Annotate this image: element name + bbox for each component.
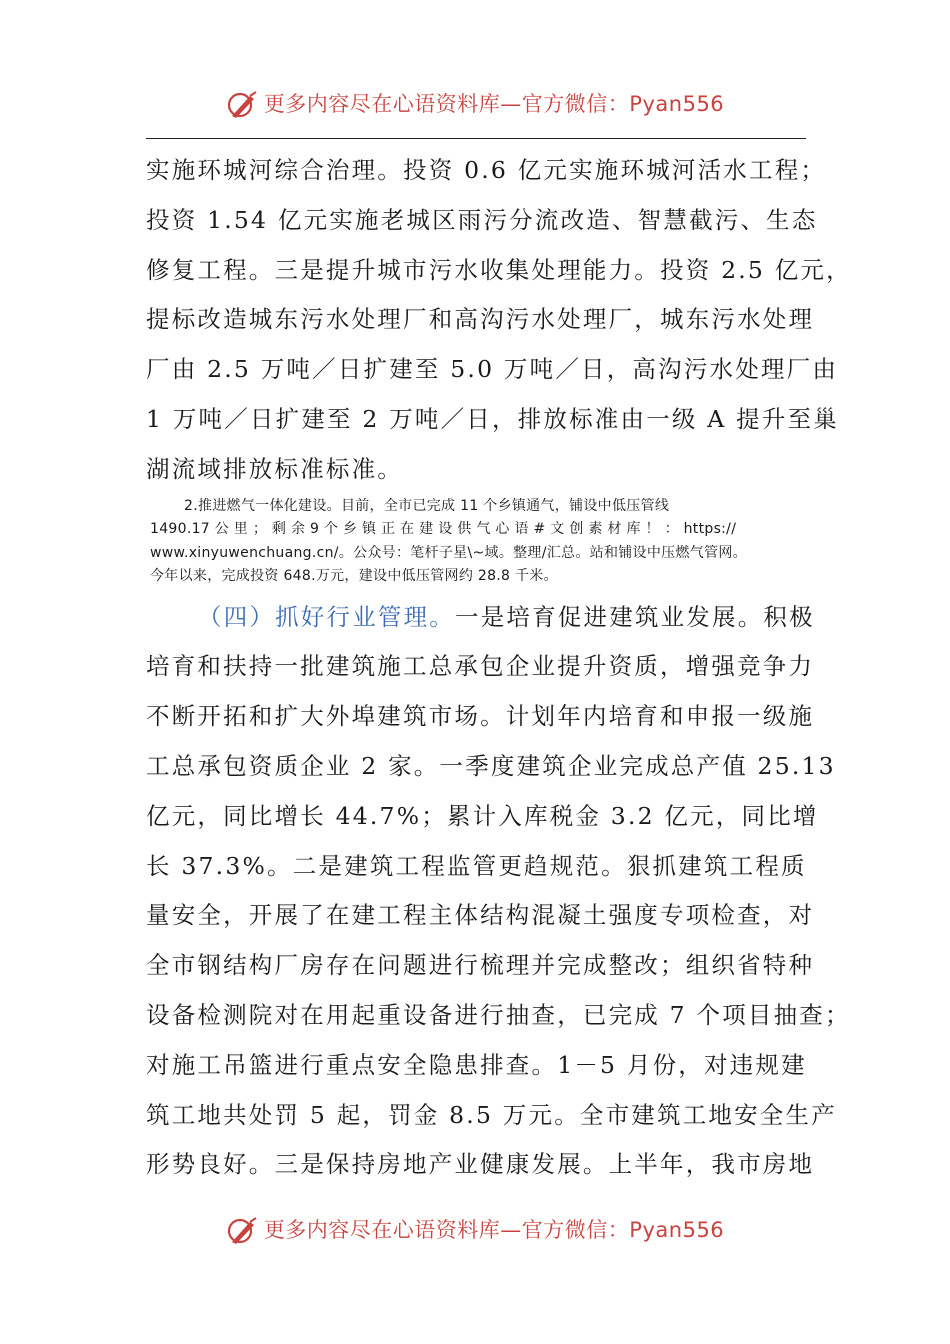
heading-rest: 一是培育促进建筑业发展。积极	[455, 602, 815, 631]
text-line: 修复工程。三是提升城市污水收集处理能力。投资 2.5 亿元，	[146, 255, 852, 284]
text-line: 长 37.3%。二是建筑工程监管更趋规范。狠抓建筑工程质	[146, 851, 807, 880]
text-line: 提标改造城东污水处理厂和高沟污水处理厂，城东污水处理	[146, 305, 815, 334]
pen-logo-icon	[226, 1216, 260, 1246]
text-line: 投资 1.54 亿元实施老城区雨污分流改造、智慧截污、生态	[146, 205, 818, 234]
page-header	[0, 88, 950, 120]
text-line: 培育和扶持一批建筑施工总承包企业提升资质，增强竞争力	[146, 652, 815, 681]
text-line: 1490.17 公 里 ； 剩 余 9 个 乡 镇 正 在 建 设 供 气 心 语 # 文 创 素 材 库 ！ ： https://	[150, 521, 737, 538]
text-line: 设备检测院对在用起重设备进行抽查，已完成 7 个项目抽查；	[146, 1000, 851, 1029]
text-line: 厂由 2.5 万吨／日扩建至 5.0 万吨／日，高沟污水处理厂由	[146, 355, 839, 384]
section-heading: （四）抓好行业管理。	[198, 602, 455, 631]
text-line: 工总承包资质企业 2 家。一季度建筑企业完成总产值 25.13	[146, 751, 836, 780]
text-line: 湖流域排放标准标准。	[146, 454, 403, 483]
page-footer	[0, 1214, 950, 1246]
text-line: 2.推进燃气一体化建设。目前，全市已完成 11 个乡镇通气，铺设中低压管线	[184, 497, 670, 514]
paragraph-gas	[146, 495, 816, 593]
text-line: 今年以来，完成投资 648.万元，建设中低压管网约 28.8 千米。	[150, 568, 558, 585]
pen-logo-icon	[226, 90, 260, 120]
paragraph-industry	[146, 593, 851, 1191]
text-line: 全市钢结构厂房存在问题进行梳理并完成整改；组织省特种	[146, 951, 815, 980]
document-body	[146, 146, 852, 1190]
text-line: 量安全，开展了在建工程主体结构混凝土强度专项检查，对	[146, 901, 815, 930]
text-line	[146, 593, 816, 643]
footer-text: 更多内容尽在心语资料库—官方微信：Pyan556	[263, 1218, 725, 1242]
header-divider	[146, 138, 806, 139]
header-text: 更多内容尽在心语资料库—官方微信：Pyan556	[263, 92, 725, 116]
text-line: 实施环城河综合治理。投资 0.6 亿元实施环城河活水工程；	[146, 156, 827, 184]
text-line: www.xinyuwenchuang.cn/。公众号：笔杆子星\~域。整理/汇总。站和铺设中压燃气管网。	[150, 544, 747, 561]
paragraph-sewage	[146, 146, 852, 495]
text-line: 筑工地共处罚 5 起，罚金 8.5 万元。全市建筑工地安全生产	[146, 1100, 837, 1129]
text-line: 亿元，同比增长 44.7%；累计入库税金 3.2 亿元，同比增	[146, 801, 819, 830]
text-line: 不断开拓和扩大外埠建筑市场。计划年内培育和申报一级施	[146, 702, 815, 731]
text-line: 1 万吨／日扩建至 2 万吨／日，排放标准由一级 A 提升至巢	[146, 404, 839, 433]
text-line: 对施工吊篮进行重点安全隐患排查。1－5 月份，对违规建	[146, 1050, 807, 1079]
text-line: 形势良好。三是保持房地产业健康发展。上半年，我市房地	[146, 1150, 815, 1179]
